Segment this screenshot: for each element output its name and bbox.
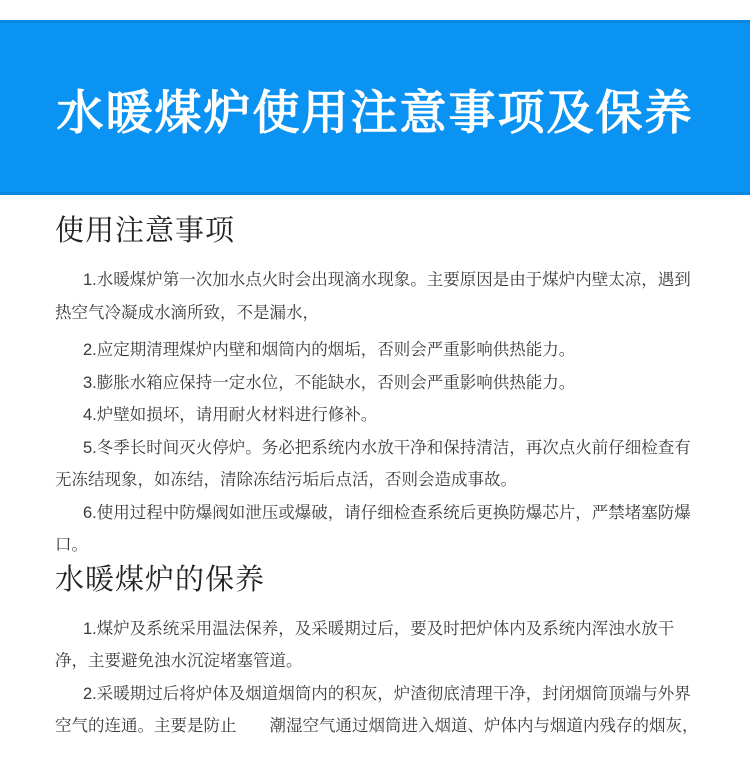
paragraph: 4.炉壁如损坏，请用耐火材料进行修补。 xyxy=(83,406,378,424)
paragraph: 3.膨胀水箱应保持一定水位，不能缺水，否则会严重影响供热能力。 xyxy=(83,373,576,392)
banner-title: 水暖煤炉使用注意事项及保养 xyxy=(56,86,694,139)
content-area xyxy=(0,213,750,743)
section-heading: 使用注意事项 xyxy=(55,215,236,247)
title-banner xyxy=(0,20,750,195)
section-heading: 水暖煤炉的保养 xyxy=(55,563,266,596)
paragraph: 2.采暖期过后将炉体及烟道烟筒内的积灰，炉渣彻底清理干净，封闭烟筒顶端与外界空气的连通。主要是防止 潮湿空气通过烟筒进入烟道、炉体内与烟道内残存的烟灰， xyxy=(55,684,699,735)
paragraph: 2.应定期清理煤炉内壁和烟筒内的烟垢，否则会严重影响供热能力。 xyxy=(83,341,576,359)
paragraph: 6.使用过程中防爆阀如泄压或爆破，请仔细检查系统后更换防爆芯片，严禁堵塞防爆口。 xyxy=(55,503,691,554)
paragraph: 5.冬季长时间灭火停炉。务必把系统内水放干净和保持清洁，再次点火前仔细检查有无冻结现象，如冻结，清除冻结污垢后点活，否则会造成事故。 xyxy=(55,438,691,489)
page xyxy=(0,20,750,760)
paragraph: 1.水暖煤炉第一次加水点火时会出现滴水现象。主要原因是由于煤炉内壁太凉，遇到热空气冷凝成水滴所致，不是漏水， xyxy=(55,271,691,322)
content-section xyxy=(55,213,705,562)
content-section xyxy=(55,562,705,743)
paragraph: 1.煤炉及系统采用温法保养，及采暖期过后，要及时把炉体内及系统内浑浊水放干净，主要避免浊水沉淀堵塞管道。 xyxy=(55,619,675,670)
